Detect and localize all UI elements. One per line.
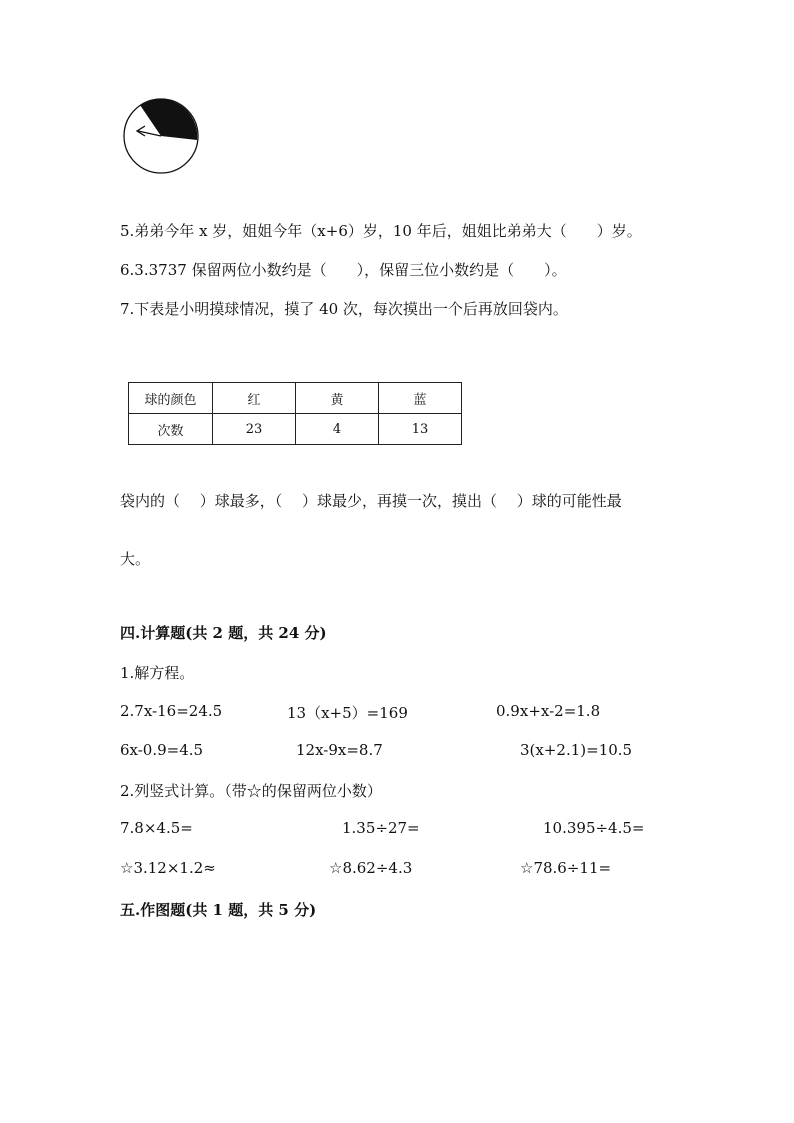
problem-2-title: 2.列竖式计算。（带☆的保留两位小数）: [120, 782, 382, 800]
calculation: 10.395÷4.5=: [543, 819, 645, 837]
equation: 3(x+2.1)=10.5: [520, 741, 633, 759]
calculation: 7.8×4.5=: [120, 819, 193, 837]
table-cell: 次数: [129, 414, 213, 445]
question-5: 5.弟弟今年 x 岁，姐姐今年（x+6）岁，10 年后，姐姐比弟弟大（ ）岁。: [120, 222, 642, 240]
table-cell: 红: [213, 383, 296, 414]
problem-1-title: 1.解方程。: [120, 664, 195, 682]
calculation: ☆8.62÷4.3: [329, 859, 413, 877]
equation: 6x-0.9=4.5: [120, 741, 204, 759]
ball-draw-table: [128, 382, 462, 445]
equation: 13（x+5）=169: [287, 704, 408, 722]
section-4-heading: 四.计算题(共 2 题，共 24 分): [120, 624, 327, 642]
calculation: ☆3.12×1.2≈: [120, 859, 216, 877]
table-cell: 蓝: [379, 383, 462, 414]
question-7-fill-line-2: 大。: [120, 550, 151, 568]
table-cell: 4: [296, 414, 379, 445]
equation: 12x-9x=8.7: [296, 741, 383, 759]
table-cell: 黄: [296, 383, 379, 414]
spinner-figure: [120, 98, 202, 180]
question-7: 7.下表是小明摸球情况，摸了 40 次，每次摸出一个后再放回袋内。: [120, 300, 568, 318]
calculation: ☆78.6÷11=: [520, 859, 612, 877]
section-5-heading: 五.作图题(共 1 题，共 5 分): [120, 901, 317, 919]
table-cell: 13: [379, 414, 462, 445]
question-7-fill-line-1: 袋内的（ ）球最多，（ ）球最少，再摸一次，摸出（ ）球的可能性最: [120, 492, 622, 510]
equation: 2.7x-16=24.5: [120, 702, 223, 720]
calculation: 1.35÷27=: [342, 819, 420, 837]
question-6: 6.3.3737 保留两位小数约是（ ），保留三位小数约是（ ）。: [120, 261, 567, 279]
table-cell: 球的颜色: [129, 383, 213, 414]
equation: 0.9x+x-2=1.8: [496, 702, 601, 720]
table-row: [129, 383, 462, 414]
table-cell: 23: [213, 414, 296, 445]
table-row: [129, 414, 462, 445]
